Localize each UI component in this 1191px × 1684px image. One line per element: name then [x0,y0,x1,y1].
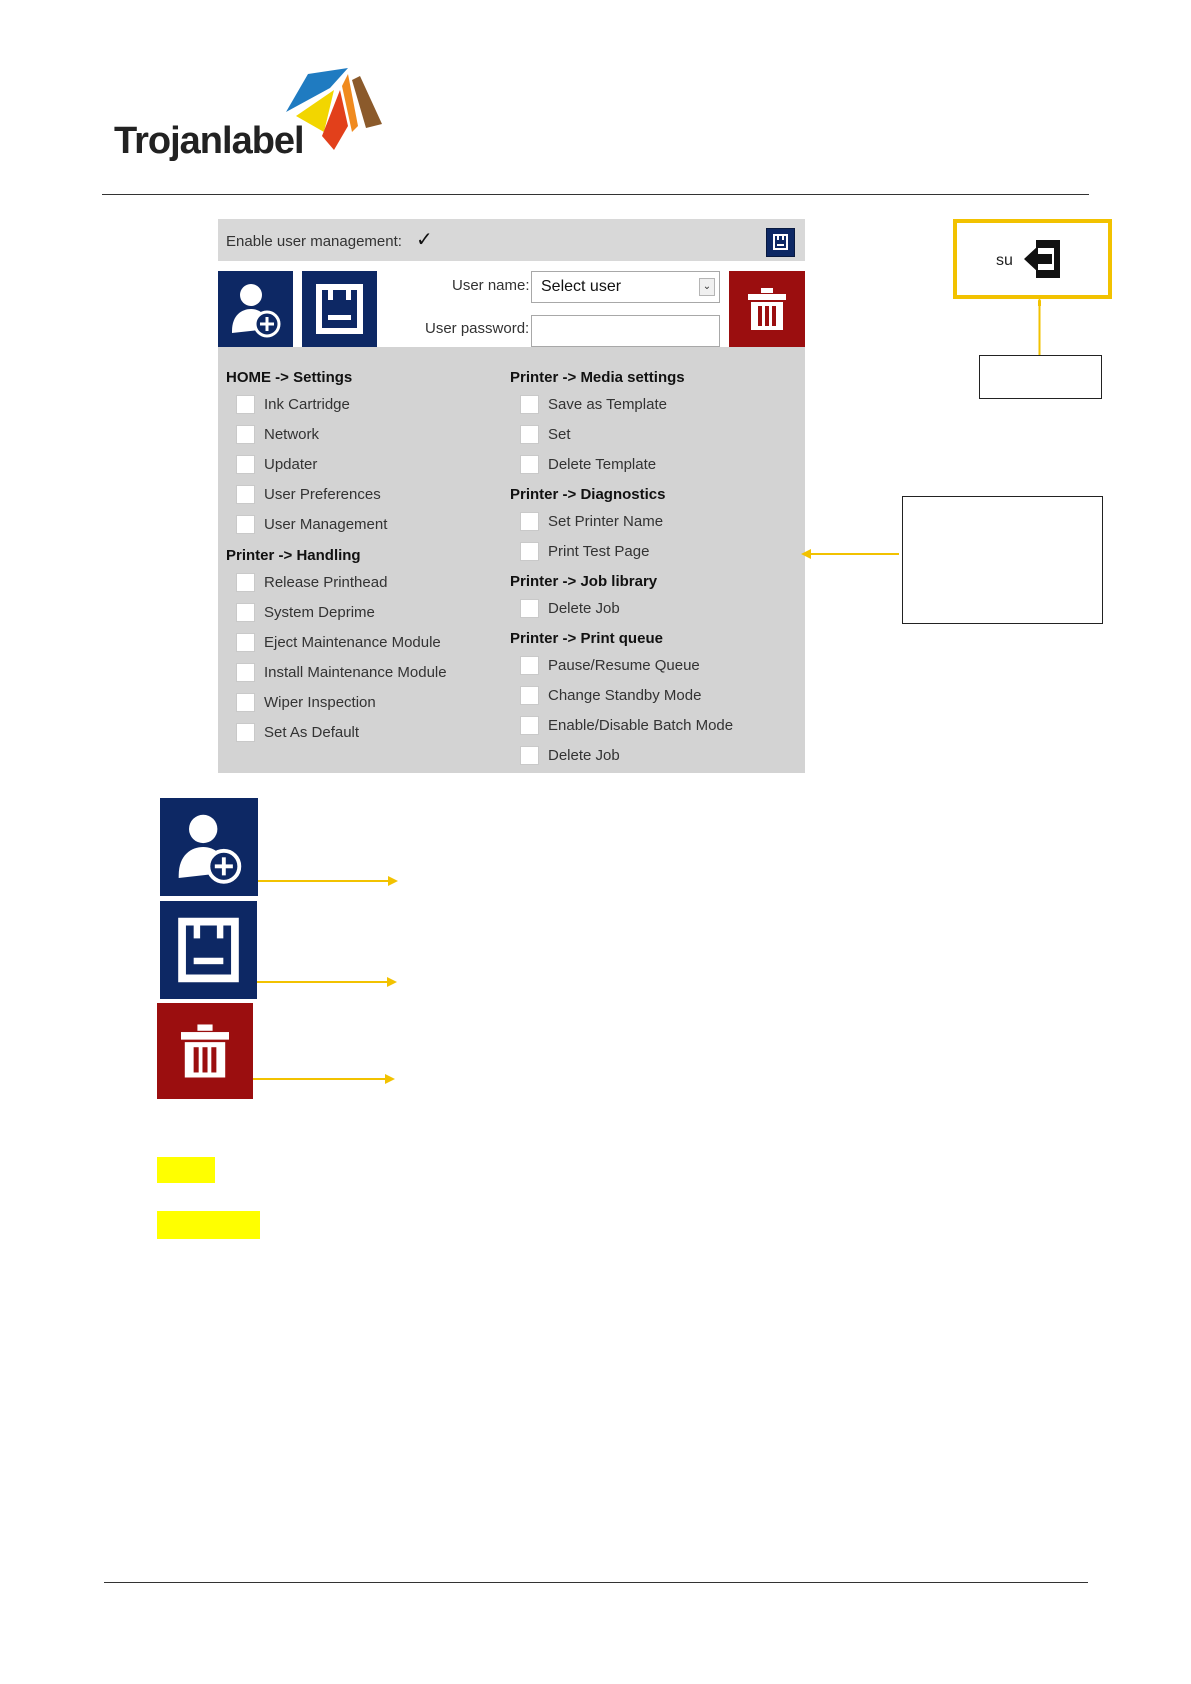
logout-icon[interactable] [1022,236,1066,282]
user-password-label: User password: [425,320,530,337]
chevron-down-icon[interactable]: ⌄ [699,278,715,296]
permission-checkbox[interactable] [236,395,255,414]
legend-add-user-button [160,798,258,896]
callout-arrow-left [801,548,899,560]
permission-checkbox[interactable] [520,542,539,561]
section-home-settings: HOME -> Settings [226,369,353,386]
permission-checkbox[interactable] [236,693,255,712]
add-user-button[interactable] [218,271,293,347]
mini-save-button[interactable] [766,228,795,257]
section-printer-print-queue: Printer -> Print queue [510,630,663,647]
highlight-mark [157,1157,215,1183]
footer-divider [104,1582,1088,1583]
permission-checkbox[interactable] [236,573,255,592]
permission-checkbox[interactable] [520,512,539,531]
enable-user-management-label: Enable user management: [226,233,402,250]
permission-checkbox[interactable] [520,656,539,675]
company-logo-mark [278,66,386,158]
permission-checkbox[interactable] [520,455,539,474]
user-name-value: Select user [541,278,622,295]
trash-icon [729,271,805,347]
permission-checkbox[interactable] [520,746,539,765]
legend-arrow [258,875,398,887]
legend-delete-button [157,1003,253,1099]
save-button[interactable] [302,271,377,347]
permission-checkbox[interactable] [520,686,539,705]
permission-checkbox[interactable] [520,599,539,618]
permission-checkbox[interactable] [520,425,539,444]
add-user-icon [160,798,258,896]
legend-arrow [257,976,397,988]
section-printer-media-settings: Printer -> Media settings [510,369,685,386]
delete-user-button[interactable] [729,271,805,347]
section-printer-diagnostics: Printer -> Diagnostics [510,486,666,503]
permission-checkbox[interactable] [236,723,255,742]
callout-description-box [902,496,1103,624]
permission-checkbox[interactable] [236,603,255,622]
legend-save-button [160,901,257,999]
user-name-select[interactable] [531,271,720,303]
legend-arrow [253,1073,395,1085]
save-icon [302,271,377,347]
permission-checkbox[interactable] [520,395,539,414]
current-user-label: su [996,252,1013,269]
permission-checkbox[interactable] [520,716,539,735]
user-password-input[interactable] [531,315,720,347]
permission-checkbox[interactable] [236,485,255,504]
callout-arrow-up [1038,298,1041,356]
section-printer-handling: Printer -> Handling [226,547,361,564]
company-logo-text: Trojanlabel [114,120,304,162]
callout-label-box [979,355,1102,399]
header-divider [102,194,1089,195]
permission-checkbox[interactable] [236,515,255,534]
highlight-mark [157,1211,260,1239]
save-icon [767,229,794,256]
permission-checkbox[interactable] [236,633,255,652]
permission-checkbox[interactable] [236,663,255,682]
add-user-icon [218,271,293,347]
trash-icon [157,1003,253,1099]
user-name-label: User name: [452,277,530,294]
enable-user-management-checkbox[interactable]: ✓ [416,229,433,251]
permission-checkbox[interactable] [236,455,255,474]
section-printer-job-library: Printer -> Job library [510,573,658,590]
save-icon [160,901,257,999]
permission-checkbox[interactable] [236,425,255,444]
